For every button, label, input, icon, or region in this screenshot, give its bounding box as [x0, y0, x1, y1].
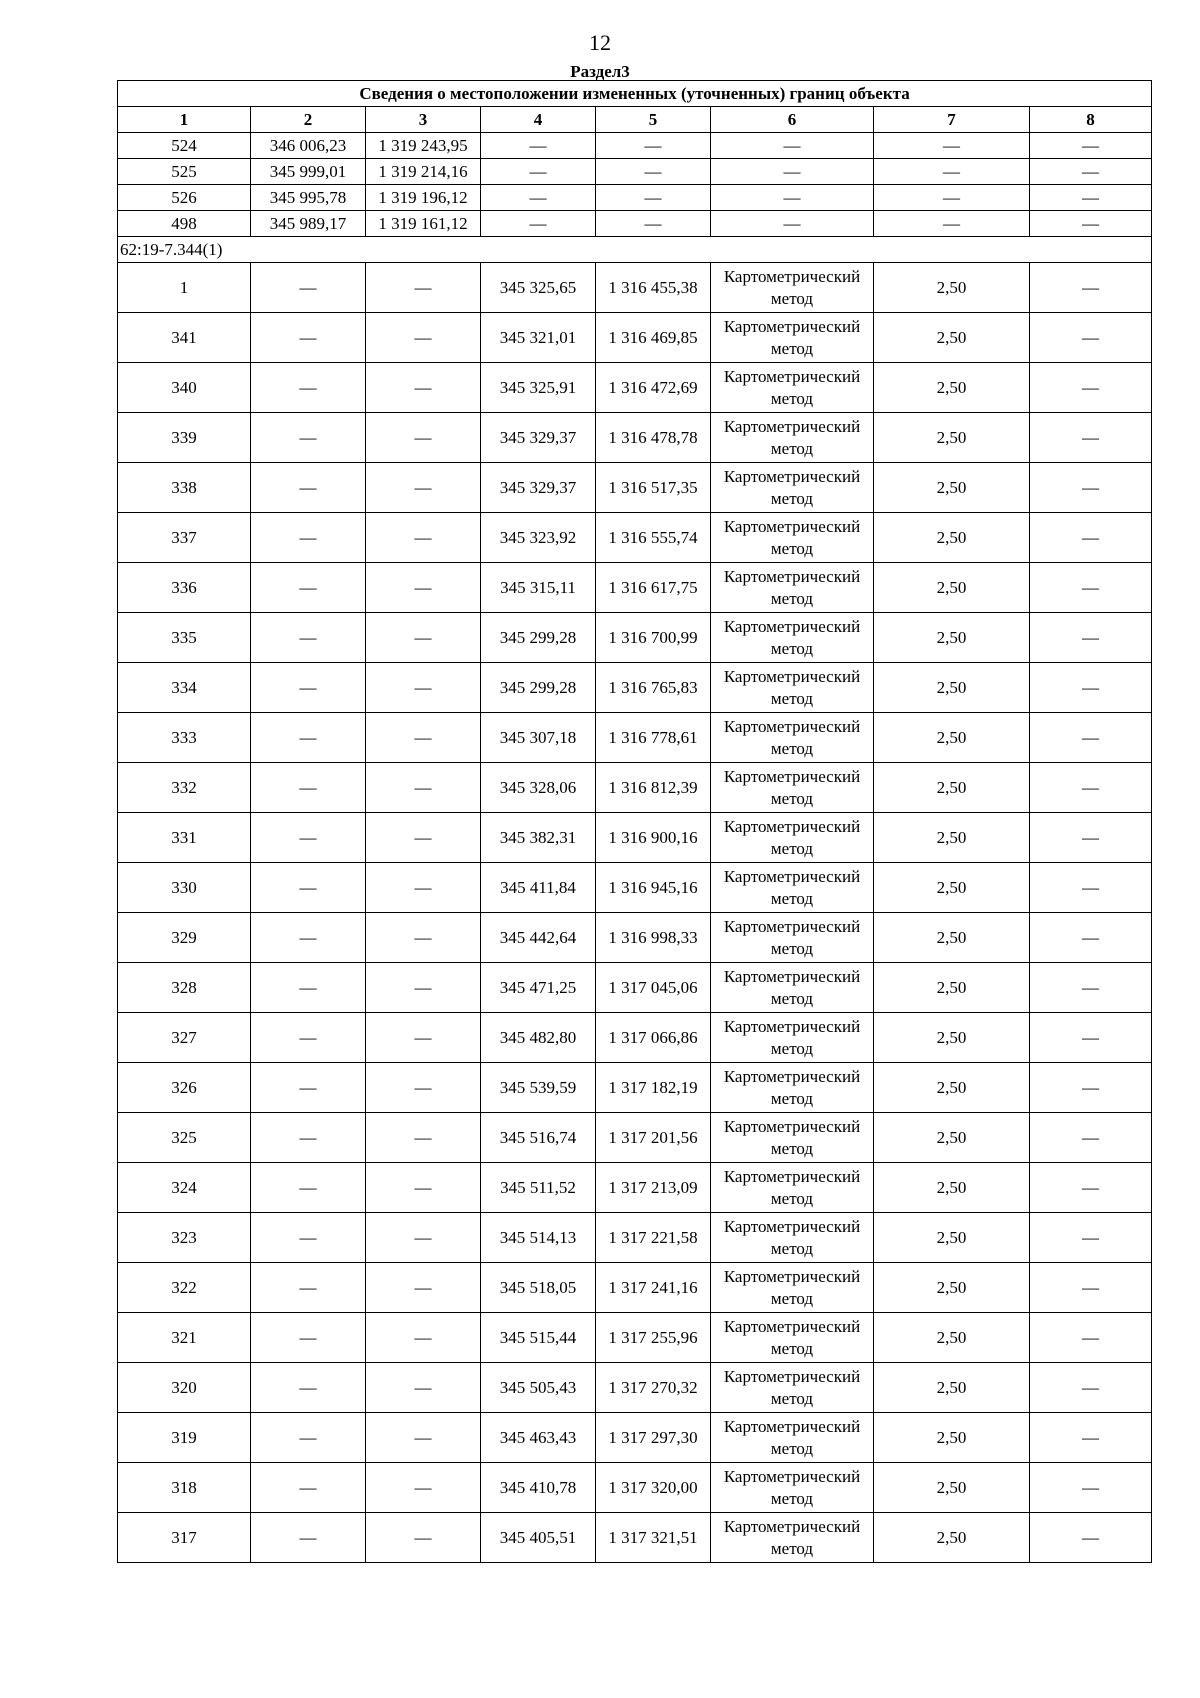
table-cell: 330: [118, 863, 251, 913]
table-cell: —: [1030, 263, 1152, 313]
table-cell: 1 316 455,38: [596, 263, 711, 313]
table-cell: —: [251, 1363, 366, 1413]
table-cell: 1 317 320,00: [596, 1463, 711, 1513]
table-row: [118, 1213, 1152, 1263]
table-row: [118, 363, 1152, 413]
table-cell: 498: [118, 211, 251, 237]
table-cell: 1 317 221,58: [596, 1213, 711, 1263]
table-cell: —: [1030, 363, 1152, 413]
table-cell: —: [1030, 963, 1152, 1013]
table-row: [118, 1313, 1152, 1363]
table-cell: —: [251, 1263, 366, 1313]
table-cell: 2,50: [874, 763, 1030, 813]
table-cell: 345 515,44: [481, 1313, 596, 1363]
table-cell: —: [596, 133, 711, 159]
table-cell: —: [366, 1063, 481, 1113]
table-cell: 346 006,23: [251, 133, 366, 159]
table-cell: 2,50: [874, 1363, 1030, 1413]
table-cell: 1 319 214,16: [366, 159, 481, 185]
table-cell: 345 539,59: [481, 1063, 596, 1113]
table-cell: —: [366, 1463, 481, 1513]
table-cell: —: [366, 1413, 481, 1463]
table-cell: 1 316 900,16: [596, 813, 711, 863]
table-cell: —: [1030, 813, 1152, 863]
boundary-table: [117, 80, 1152, 1563]
table-cell: 2,50: [874, 613, 1030, 663]
table-cell: —: [1030, 713, 1152, 763]
table-cell: 2,50: [874, 1413, 1030, 1463]
table-cell: 1 317 182,19: [596, 1063, 711, 1113]
table-cell: —: [874, 133, 1030, 159]
table-row: [118, 263, 1152, 313]
table-cell: —: [251, 713, 366, 763]
table-cell: 2,50: [874, 413, 1030, 463]
column-header: 3: [366, 107, 481, 133]
table-cell: 2,50: [874, 1513, 1030, 1563]
table-cell: 345 516,74: [481, 1113, 596, 1163]
table-cell: Картометрический метод: [711, 813, 874, 863]
table-cell: —: [251, 1513, 366, 1563]
table-cell: 1 316 478,78: [596, 413, 711, 463]
table-cell: Картометрический метод: [711, 663, 874, 713]
table-cell: —: [1030, 1063, 1152, 1113]
table-cell: 345 505,43: [481, 1363, 596, 1413]
table-cell: 2,50: [874, 563, 1030, 613]
table-cell: —: [1030, 613, 1152, 663]
table-cell: —: [1030, 913, 1152, 963]
table-cell: —: [366, 1263, 481, 1313]
table-cell: —: [251, 1213, 366, 1263]
table-cell: —: [366, 1163, 481, 1213]
table-cell: Картометрический метод: [711, 863, 874, 913]
table-cell: 339: [118, 413, 251, 463]
table-cell: —: [251, 1413, 366, 1463]
table-cell: 345 321,01: [481, 313, 596, 363]
table-cell: —: [366, 963, 481, 1013]
table-cell: 338: [118, 463, 251, 513]
table-row: [118, 159, 1152, 185]
table-cell: 322: [118, 1263, 251, 1313]
column-header: 6: [711, 107, 874, 133]
table-cell: 345 463,43: [481, 1413, 596, 1463]
table-cell: 1 316 778,61: [596, 713, 711, 763]
table-cell: Картометрический метод: [711, 1113, 874, 1163]
table-cell: Картометрический метод: [711, 1513, 874, 1563]
table-cell: 2,50: [874, 513, 1030, 563]
table-row: [118, 963, 1152, 1013]
table-row: [118, 1513, 1152, 1563]
table-cell: —: [251, 563, 366, 613]
table-cell: Картометрический метод: [711, 1213, 874, 1263]
table-cell: 2,50: [874, 913, 1030, 963]
table-cell: 337: [118, 513, 251, 563]
table-row: [118, 211, 1152, 237]
table-cell: 340: [118, 363, 251, 413]
table-cell: —: [251, 363, 366, 413]
table-cell: 2,50: [874, 363, 1030, 413]
table-cell: —: [251, 513, 366, 563]
table-cell: 1 316 555,74: [596, 513, 711, 563]
table-row: [118, 1113, 1152, 1163]
table-row: [118, 513, 1152, 563]
table-cell: 345 411,84: [481, 863, 596, 913]
table-cell: Картометрический метод: [711, 1163, 874, 1213]
table-cell: —: [251, 663, 366, 713]
table-cell: —: [1030, 1463, 1152, 1513]
table-cell: 526: [118, 185, 251, 211]
table-cell: 1 319 243,95: [366, 133, 481, 159]
table-cell: 345 518,05: [481, 1263, 596, 1313]
table-caption: Сведения о местоположении измененных (уточненных) границ объекта: [118, 81, 1152, 107]
table-cell: —: [366, 413, 481, 463]
table-cell: 329: [118, 913, 251, 963]
table-cell: 1 319 196,12: [366, 185, 481, 211]
table-cell: 1 317 045,06: [596, 963, 711, 1013]
table-cell: Картометрический метод: [711, 263, 874, 313]
table-cell: —: [366, 813, 481, 863]
table-cell: Картометрический метод: [711, 1413, 874, 1463]
table-row: [118, 185, 1152, 211]
table-cell: Картометрический метод: [711, 1063, 874, 1113]
table-cell: 345 482,80: [481, 1013, 596, 1063]
table-cell: 326: [118, 1063, 251, 1113]
table-cell: 1 317 241,16: [596, 1263, 711, 1313]
table-cell: —: [251, 413, 366, 463]
table-cell: 1 316 472,69: [596, 363, 711, 413]
table-cell: —: [1030, 863, 1152, 913]
table-cell: —: [481, 211, 596, 237]
table-cell: 1 317 321,51: [596, 1513, 711, 1563]
table-cell: —: [251, 913, 366, 963]
table-cell: —: [366, 363, 481, 413]
table-cell: —: [251, 1163, 366, 1213]
table-row: [118, 813, 1152, 863]
table-cell: —: [711, 133, 874, 159]
table-cell: 2,50: [874, 1063, 1030, 1113]
table-cell: 345 328,06: [481, 763, 596, 813]
group-row: [118, 237, 1152, 263]
table-cell: —: [481, 159, 596, 185]
table-cell: Картометрический метод: [711, 313, 874, 363]
table-cell: —: [596, 211, 711, 237]
table-cell: Картометрический метод: [711, 1313, 874, 1363]
table-cell: —: [1030, 1313, 1152, 1363]
table-cell: 345 405,51: [481, 1513, 596, 1563]
table-cell: 1 317 213,09: [596, 1163, 711, 1213]
table-cell: Картометрический метод: [711, 763, 874, 813]
table-cell: 2,50: [874, 1463, 1030, 1513]
column-header: 7: [874, 107, 1030, 133]
table-cell: 1 316 700,99: [596, 613, 711, 663]
table-cell: 345 471,25: [481, 963, 596, 1013]
table-cell: —: [251, 1013, 366, 1063]
table-cell: —: [251, 313, 366, 363]
table-cell: 2,50: [874, 1313, 1030, 1363]
table-row: [118, 1013, 1152, 1063]
table-cell: Картометрический метод: [711, 413, 874, 463]
table-cell: —: [251, 613, 366, 663]
table-cell: 319: [118, 1413, 251, 1463]
table-cell: 333: [118, 713, 251, 763]
table-cell: 325: [118, 1113, 251, 1163]
table-cell: 1 316 617,75: [596, 563, 711, 613]
table-row: [118, 713, 1152, 763]
table-cell: —: [1030, 211, 1152, 237]
table-cell: 2,50: [874, 1113, 1030, 1163]
table-cell: —: [1030, 663, 1152, 713]
table-cell: 2,50: [874, 863, 1030, 913]
table-cell: 345 325,91: [481, 363, 596, 413]
table-cell: Картометрический метод: [711, 463, 874, 513]
table-cell: 345 307,18: [481, 713, 596, 763]
table-cell: —: [596, 159, 711, 185]
table-cell: 1 317 270,32: [596, 1363, 711, 1413]
table-cell: —: [1030, 1363, 1152, 1413]
table-cell: 1 317 066,86: [596, 1013, 711, 1063]
table-cell: 345 989,17: [251, 211, 366, 237]
table-row: [118, 1263, 1152, 1313]
table-cell: —: [366, 763, 481, 813]
table-cell: —: [366, 713, 481, 763]
table-cell: Картометрический метод: [711, 913, 874, 963]
table-cell: —: [366, 1113, 481, 1163]
table-row: [118, 1063, 1152, 1113]
table-cell: —: [366, 1013, 481, 1063]
table-cell: —: [1030, 1163, 1152, 1213]
table-cell: —: [1030, 763, 1152, 813]
table-cell: —: [1030, 185, 1152, 211]
table-cell: 317: [118, 1513, 251, 1563]
table-cell: —: [366, 913, 481, 963]
table-cell: 1 316 517,35: [596, 463, 711, 513]
table-cell: 328: [118, 963, 251, 1013]
table-cell: Картометрический метод: [711, 563, 874, 613]
table-cell: 1 316 945,16: [596, 863, 711, 913]
table-cell: 324: [118, 1163, 251, 1213]
table-cell: 327: [118, 1013, 251, 1063]
table-cell: 321: [118, 1313, 251, 1363]
table-cell: 334: [118, 663, 251, 713]
column-header-row: [118, 107, 1152, 133]
column-header: 4: [481, 107, 596, 133]
table-cell: Картометрический метод: [711, 713, 874, 763]
table-row: [118, 313, 1152, 363]
table-row: [118, 563, 1152, 613]
table-cell: 2,50: [874, 713, 1030, 763]
table-cell: —: [251, 463, 366, 513]
table-cell: 335: [118, 613, 251, 663]
table-cell: 345 410,78: [481, 1463, 596, 1513]
table-cell: Картометрический метод: [711, 1363, 874, 1413]
table-cell: —: [1030, 133, 1152, 159]
table-cell: —: [366, 563, 481, 613]
table-cell: —: [366, 863, 481, 913]
table-cell: —: [711, 159, 874, 185]
table-cell: —: [481, 133, 596, 159]
table-row: [118, 913, 1152, 963]
table-cell: 1 316 765,83: [596, 663, 711, 713]
table-cell: 345 299,28: [481, 613, 596, 663]
table-row: [118, 1363, 1152, 1413]
table-cell: 323: [118, 1213, 251, 1263]
table-cell: 345 995,78: [251, 185, 366, 211]
table-cell: —: [366, 513, 481, 563]
table-cell: —: [1030, 159, 1152, 185]
table-cell: 2,50: [874, 1213, 1030, 1263]
table-cell: 345 514,13: [481, 1213, 596, 1263]
table-cell: Картометрический метод: [711, 1463, 874, 1513]
table-cell: —: [366, 1313, 481, 1363]
table-cell: —: [711, 211, 874, 237]
table-cell: —: [1030, 1513, 1152, 1563]
table-cell: 1 316 469,85: [596, 313, 711, 363]
table-cell: Картометрический метод: [711, 513, 874, 563]
table-cell: —: [1030, 413, 1152, 463]
table-row: [118, 1163, 1152, 1213]
column-header: 8: [1030, 107, 1152, 133]
table-cell: —: [366, 1363, 481, 1413]
table-cell: —: [366, 663, 481, 713]
table-cell: —: [251, 263, 366, 313]
table-cell: —: [481, 185, 596, 211]
table-cell: —: [366, 263, 481, 313]
table-cell: 2,50: [874, 813, 1030, 863]
table-cell: 525: [118, 159, 251, 185]
column-header: 2: [251, 107, 366, 133]
table-cell: —: [251, 1463, 366, 1513]
table-cell: 320: [118, 1363, 251, 1413]
table-cell: 345 442,64: [481, 913, 596, 963]
table-cell: —: [251, 963, 366, 1013]
table-cell: 345 323,92: [481, 513, 596, 563]
table-cell: —: [251, 863, 366, 913]
table-row: [118, 1413, 1152, 1463]
table-cell: —: [251, 1063, 366, 1113]
table-cell: —: [1030, 1263, 1152, 1313]
table-row: [118, 863, 1152, 913]
table-cell: —: [366, 313, 481, 363]
table-cell: 1 316 812,39: [596, 763, 711, 813]
table-cell: —: [874, 185, 1030, 211]
table-cell: 1 317 201,56: [596, 1113, 711, 1163]
table-cell: 2,50: [874, 1163, 1030, 1213]
table-row: [118, 763, 1152, 813]
table-cell: Картометрический метод: [711, 613, 874, 663]
table-cell: Картометрический метод: [711, 363, 874, 413]
table-cell: —: [251, 763, 366, 813]
table-cell: —: [366, 613, 481, 663]
table-cell: Картометрический метод: [711, 1013, 874, 1063]
table-cell: 2,50: [874, 463, 1030, 513]
table-row: [118, 663, 1152, 713]
table-cell: 345 382,31: [481, 813, 596, 863]
table-cell: 345 315,11: [481, 563, 596, 613]
table-cell: 318: [118, 1463, 251, 1513]
table-cell: 2,50: [874, 1013, 1030, 1063]
table-cell: 336: [118, 563, 251, 613]
table-cell: —: [251, 1313, 366, 1363]
table-cell: —: [1030, 1413, 1152, 1463]
table-cell: 1: [118, 263, 251, 313]
table-row: [118, 133, 1152, 159]
column-header: 5: [596, 107, 711, 133]
table-cell: 1 317 297,30: [596, 1413, 711, 1463]
table-cell: —: [874, 159, 1030, 185]
table-cell: —: [366, 463, 481, 513]
table-cell: —: [366, 1213, 481, 1263]
table-cell: 1 319 161,12: [366, 211, 481, 237]
table-cell: —: [1030, 563, 1152, 613]
table-cell: —: [1030, 313, 1152, 363]
table-row: [118, 1463, 1152, 1513]
table-cell: 1 317 255,96: [596, 1313, 711, 1363]
table-cell: —: [596, 185, 711, 211]
table-row: [118, 413, 1152, 463]
table-cell: —: [366, 1513, 481, 1563]
table-cell: —: [1030, 1013, 1152, 1063]
table-cell: —: [711, 185, 874, 211]
table-cell: 2,50: [874, 663, 1030, 713]
table-cell: —: [1030, 1113, 1152, 1163]
section-title: Раздел3: [570, 62, 630, 81]
table-cell: 1 316 998,33: [596, 913, 711, 963]
table-cell: —: [1030, 513, 1152, 563]
table-cell: 331: [118, 813, 251, 863]
table-cell: 2,50: [874, 263, 1030, 313]
table-cell: Картометрический метод: [711, 963, 874, 1013]
page-number: 12: [589, 30, 611, 55]
table-cell: 524: [118, 133, 251, 159]
table-cell: —: [251, 1113, 366, 1163]
table-cell: —: [1030, 1213, 1152, 1263]
table-row: [118, 613, 1152, 663]
table-cell: 345 329,37: [481, 413, 596, 463]
table-cell: 345 999,01: [251, 159, 366, 185]
table-cell: —: [251, 813, 366, 863]
table-cell: 345 325,65: [481, 263, 596, 313]
table-cell: 345 329,37: [481, 463, 596, 513]
table-cell: 345 511,52: [481, 1163, 596, 1213]
column-header: 1: [118, 107, 251, 133]
table-cell: 2,50: [874, 313, 1030, 363]
table-cell: Картометрический метод: [711, 1263, 874, 1313]
table-cell: 2,50: [874, 963, 1030, 1013]
table-cell: —: [874, 211, 1030, 237]
table-cell: 345 299,28: [481, 663, 596, 713]
group-label: 62:19-7.344(1): [118, 237, 1152, 263]
table-row: [118, 463, 1152, 513]
table-cell: 341: [118, 313, 251, 363]
table-cell: 332: [118, 763, 251, 813]
table-cell: —: [1030, 463, 1152, 513]
table-cell: 2,50: [874, 1263, 1030, 1313]
